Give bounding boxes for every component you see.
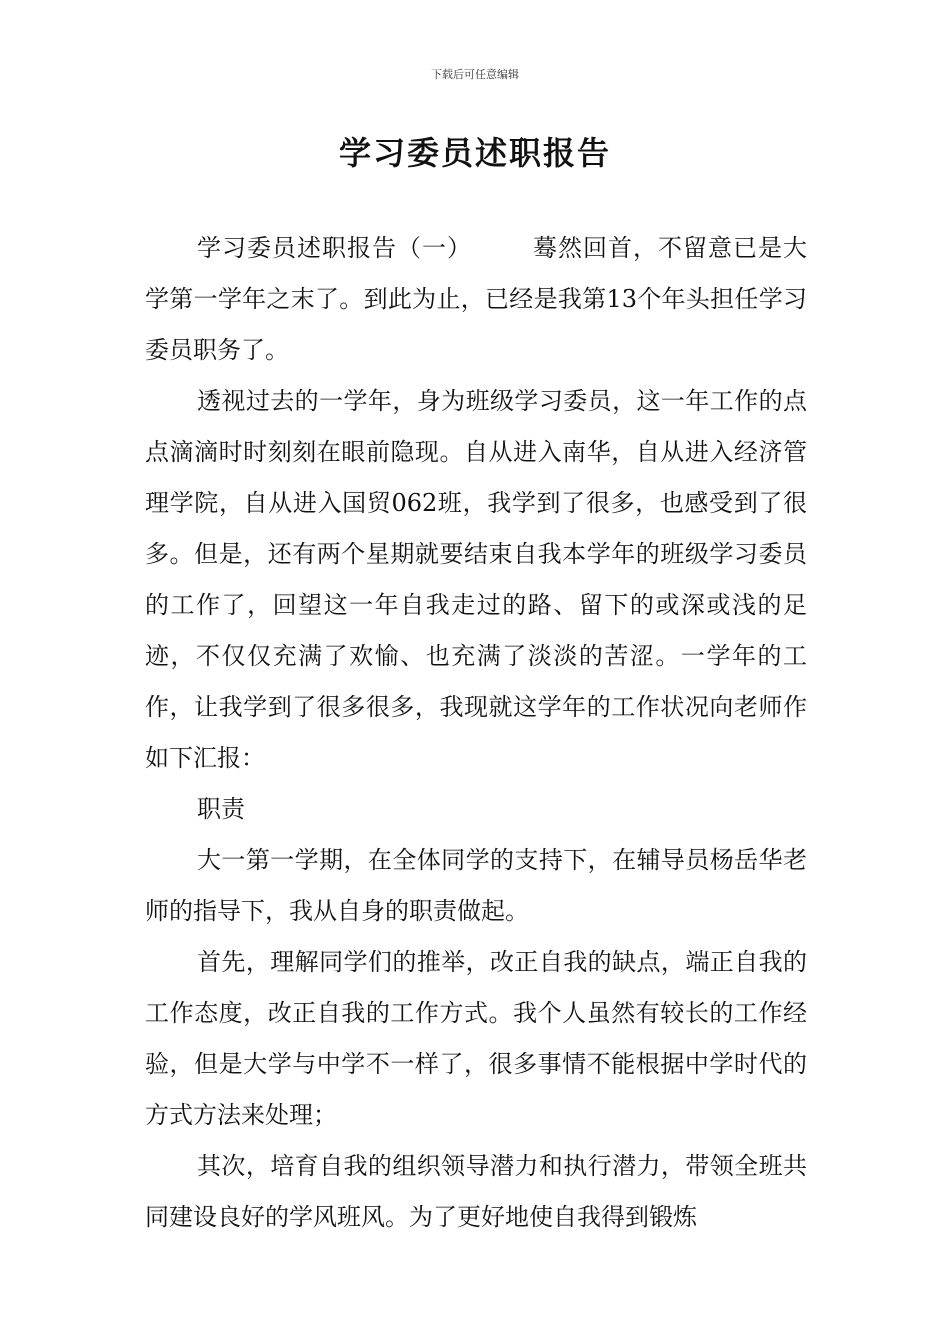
body-paragraph-2: 大一第一学期，在全体同学的支持下，在辅导员杨岳华老师的指导下，我从自身的职责做起。 — [145, 846, 807, 925]
document-body — [145, 223, 807, 1243]
body-paragraph-1: 透视过去的一学年，身为班级学习委员，这一年工作的点点滴滴时时刻刻在眼前隐现。自从进入南华，自从进入经济管理学院，自从进入国贸062班，我学到了很多，也感受到了很多。但是，还有两个星期就要结束自我本学年的班级学习委员的工作了，回望这一年自我走过的路、留下的或深或浅的足迹，不仅仅充满了欢愉、也充满了淡淡的苦涩。一学年的工作，让我学到了很多很多，我现就这学年的工作状况向老师作如下汇报： — [145, 387, 807, 772]
intro-paragraph — [145, 223, 807, 376]
body-paragraph-4: 其次，培育自我的组织领导潜力和执行潜力，带领全班共同建设良好的学风班风。为了更好地使自我得到锻炼 — [145, 1152, 807, 1231]
intro-lead: 学习委员述职报告（一） — [197, 234, 472, 262]
document-title: 学习委员述职报告 — [338, 134, 611, 172]
header-note: 下载后可任意编辑 — [431, 68, 519, 81]
section-heading-duties: 职责 — [197, 795, 245, 823]
body-paragraph-3: 首先，理解同学们的推举，改正自我的缺点，端正自我的工作态度，改正自我的工作方式。我个人虽然有较长的工作经验，但是大学与中学不一样了，很多事情不能根据中学时代的方式方法来处理； — [145, 948, 807, 1129]
intro-rest: 蓦然回首，不留意已是大学第一学年之末了。到此为止，已经是我第13个年头担任学习委员职务了。 — [145, 234, 807, 364]
